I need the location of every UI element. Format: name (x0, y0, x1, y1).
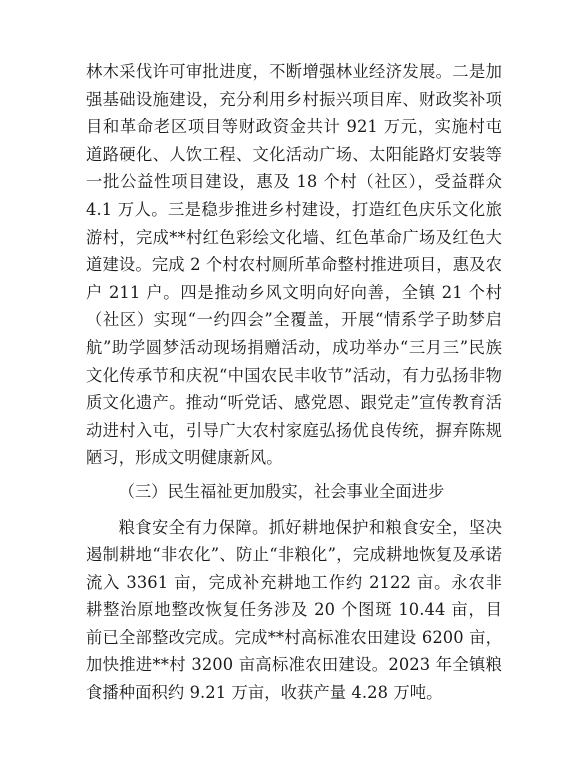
body-paragraph-continued: 林木采伐许可审批进度，不断增强林业经济发展。二是加强基础设施建设，充分利用乡村振兴项目库、财政奖补项目和革命老区项目等财政资金共计 921 万元，实施村屯道路硬化、人饮工程、文化活动广场、太阳能路灯安装等一批公益性项目建设，惠及 18 个村（社区），受益群众 4.1 万人。三是稳步推进乡村建设，打造红色庆乐文化旅游村，完成**村红色彩绘文化墙、红色革命广场及红色大道建设。完成 2 个村农村厕所革命整村推进项目，惠及农户 211 户。四是推动乡风文明向好向善，全镇 21 个村（社区）实现“一约四会”全覆盖，开展“情系学子助梦启航”助学圆梦活动现场捐赠活动，成功举办“三月三”民族文化传承节和庆祝“中国农民丰收节”活动，有力弘扬非物质文化遗产。推动“听党话、感党恩、跟党走”宣传教育活动进村入屯，引导广大农村家庭弘扬优良传统，摒弃陈规陋习，形成文明健康新风。 (86, 62, 502, 468)
document-page (86, 58, 502, 707)
section-heading: （三）民生福祉更加殷实，社会事业全面进步 (118, 481, 445, 501)
body-paragraph-food-security: 粮食安全有力保障。抓好耕地保护和粮食安全，坚决遏制耕地“非农化”、防止“非粮化”，完成耕地恢复及承诺流入 3361 亩，完成补充耕地工作约 2122 亩。永农非耕整治原地整改恢复任务涉及 20 个图斑 10.44 亩，目前已全部整改完成。完成**村高标准农田建设 6200 亩，加快推进**村 3200 亩高标准农田建设。2023 年全镇粮食播种面积约 9.21 万亩，收获产量 4.28 万吨。 (86, 517, 502, 703)
